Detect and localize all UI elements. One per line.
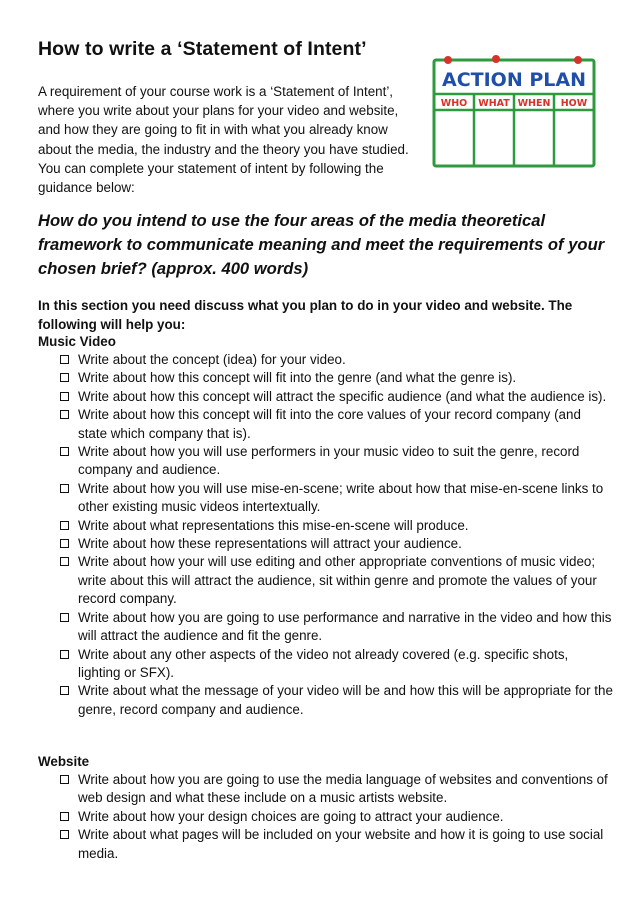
checklist-item xyxy=(38,406,613,443)
checklist-item-text: Write about how you will use performers in your music video to suit the genre, record company and audience. xyxy=(78,444,580,478)
checklist-item-text: Write about any other aspects of the video not already covered (e.g. specific shots, lighting or SFX). xyxy=(78,646,569,680)
checkbox-icon[interactable] xyxy=(60,392,69,401)
action-plan-title: ACTION PLAN xyxy=(442,69,586,91)
checkbox-icon[interactable] xyxy=(60,484,69,493)
checkbox-icon[interactable] xyxy=(60,373,69,382)
website-heading: Website xyxy=(38,754,90,769)
checklist-item xyxy=(38,808,613,826)
checklist-item-text: Write about what representations this mise-en-scene will produce. xyxy=(78,517,469,533)
checklist-item-text: Write about the concept (idea) for your video. xyxy=(78,352,346,367)
column-label-how: HOW xyxy=(560,98,588,109)
pin-icon xyxy=(574,56,582,64)
section-lead: In this section you need discuss what you plan to do in your video and website. The following will help you: xyxy=(38,298,573,332)
checkbox-icon[interactable] xyxy=(60,521,69,530)
checkbox-icon[interactable] xyxy=(60,557,69,566)
checklist-item-text: Write about how this concept will fit into the core values of your record company (and state which company that is). xyxy=(78,407,581,441)
checklist-item-text: Write about how you are going to use the media language of websites and conventions of web design and what these include on a music artists website. xyxy=(78,772,608,806)
checklist-item-text: Write about what pages will be included on your website and how it is going to use social media. xyxy=(78,827,604,861)
checkbox-icon[interactable] xyxy=(60,812,69,821)
guiding-question: How do you intend to use the four areas of the media theoretical framework to communicate meaning and meet the requirements of your chosen brief? (approx. 400 words) xyxy=(38,211,605,278)
checklist-item-text: Write about how your will use editing and other appropriate conventions of music video; write about this will attract the audience, sit within genre and promote the values of your record company. xyxy=(78,554,597,607)
checklist-item-text: Write about how this concept will attract the specific audience (and what the audience is). xyxy=(78,388,607,404)
website-checklist xyxy=(38,771,613,863)
checklist-item-text: Write about what the message of your video will be and how this will be appropriate for the genre, record company and audience. xyxy=(78,683,613,717)
website-section xyxy=(38,752,613,863)
checklist-item xyxy=(38,609,613,646)
checklist-item-text: Write about how your design choices are going to attract your audience. xyxy=(78,808,504,824)
checkbox-icon[interactable] xyxy=(60,686,69,695)
checklist-item xyxy=(38,480,613,517)
checkbox-icon[interactable] xyxy=(60,830,69,839)
checkbox-icon[interactable] xyxy=(60,410,69,419)
checklist-item-text: Write about how you will use mise-en-scene; write about how that mise-en-scene links to other existing music videos intertextually. xyxy=(78,480,604,515)
action-plan-illustration xyxy=(430,52,598,170)
column-label-what: WHAT xyxy=(478,98,510,109)
checklist-item xyxy=(38,826,613,863)
column-label-who: WHO xyxy=(440,98,468,109)
checkbox-icon[interactable] xyxy=(60,613,69,622)
checkbox-icon[interactable] xyxy=(60,447,69,456)
checklist-item xyxy=(38,369,613,387)
checklist-item xyxy=(38,517,613,535)
intro-paragraph: A requirement of your course work is a ‘Statement of Intent’, where you write about your plans for your video and website, and how they are going to fit in with what you already know about the media, the industry and the theory you have studied. You can complete your statement of intent by following the guidance below: xyxy=(38,84,409,196)
checklist-item-text: Write about how this concept will fit into the genre (and what the genre is). xyxy=(78,370,517,386)
checklist-item xyxy=(38,535,613,553)
pin-icon xyxy=(444,56,452,64)
checklist-item xyxy=(38,553,613,608)
checkbox-icon[interactable] xyxy=(60,355,69,364)
checklist-item xyxy=(38,388,613,406)
checkbox-icon[interactable] xyxy=(60,650,69,659)
music-video-heading: Music Video xyxy=(38,334,116,349)
pin-icon xyxy=(492,55,500,63)
column-label-when: WHEN xyxy=(517,98,551,109)
checklist-item xyxy=(38,646,613,683)
checklist-item xyxy=(38,443,613,480)
checklist-item xyxy=(38,351,613,369)
checklist-item xyxy=(38,682,613,719)
checklist-item-text: Write about how these representations will attract your audience. xyxy=(78,536,462,552)
checkbox-icon[interactable] xyxy=(60,775,69,784)
music-video-section xyxy=(38,332,613,719)
checkbox-icon[interactable] xyxy=(60,539,69,548)
checklist-item xyxy=(38,771,613,808)
document-title: How to write a ‘Statement of Intent’ xyxy=(38,38,367,60)
music-video-checklist xyxy=(38,351,613,719)
checklist-item-text: Write about how you are going to use performance and narrative in the video and how this will attract the audience and fit the genre. xyxy=(78,609,612,644)
